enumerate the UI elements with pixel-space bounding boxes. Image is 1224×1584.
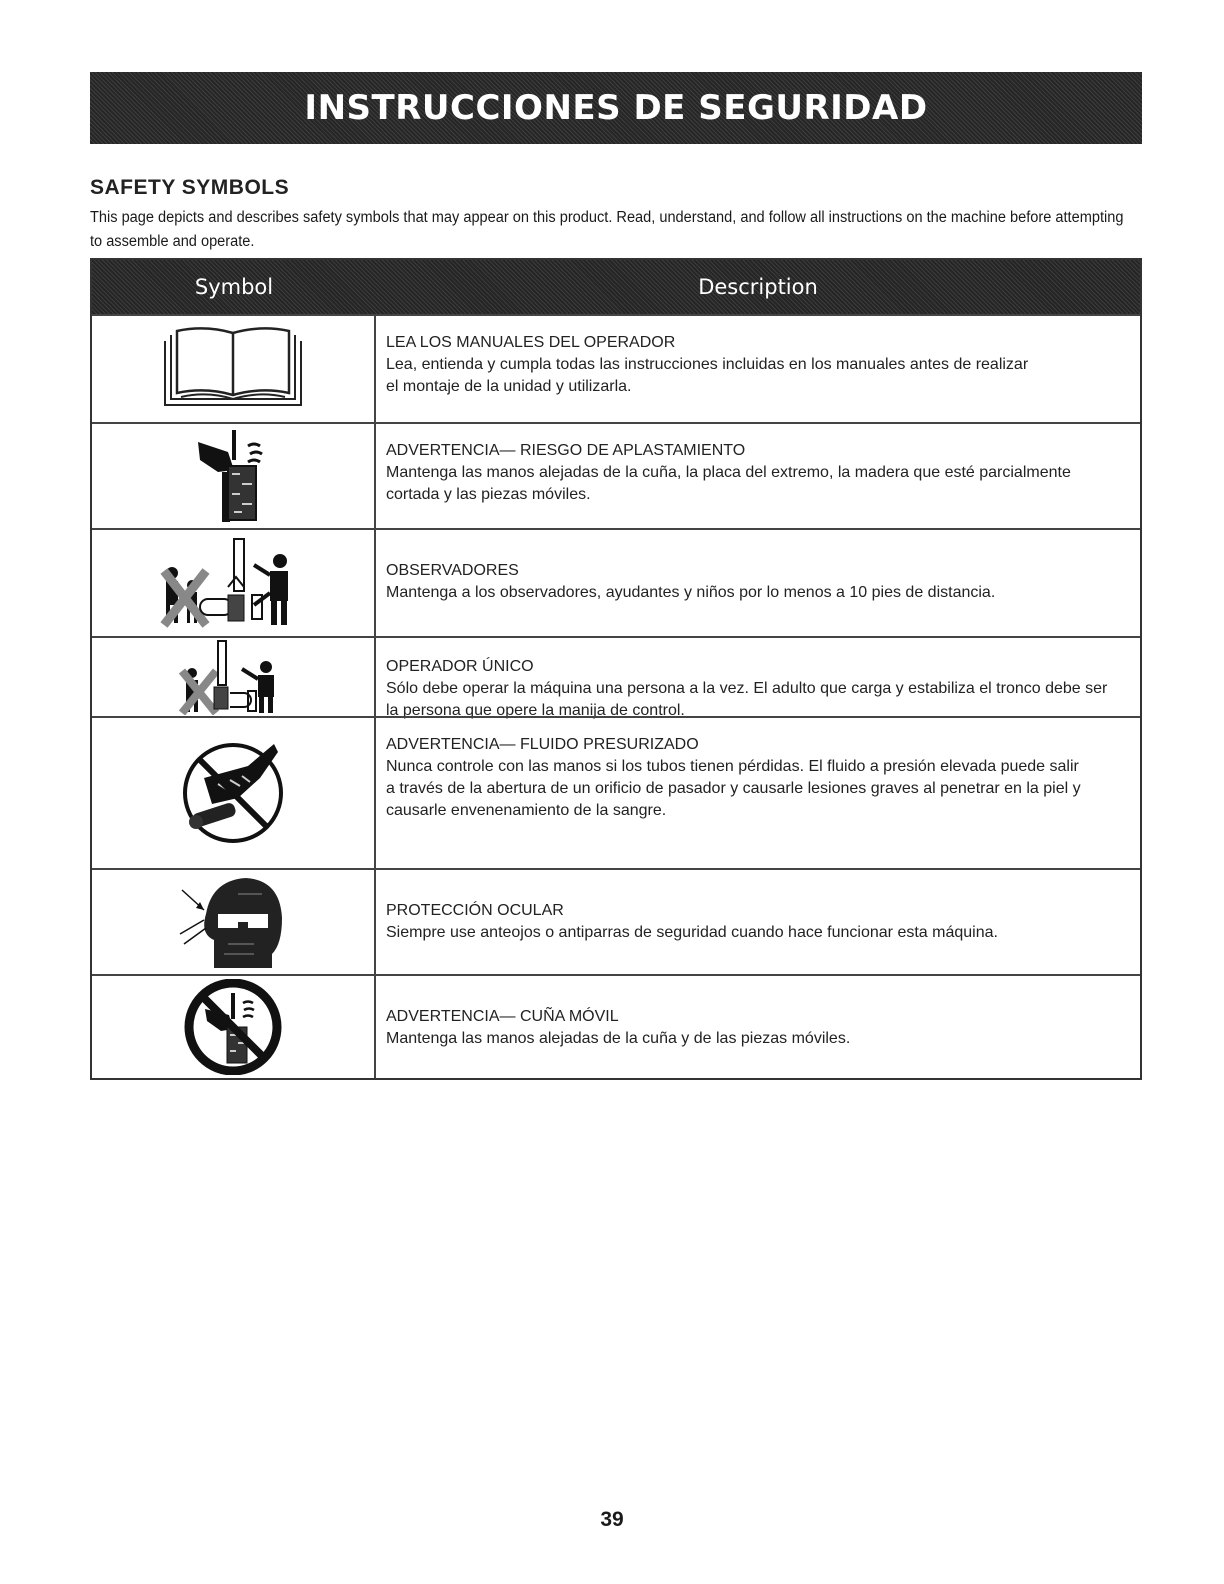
page-banner bbox=[90, 72, 1142, 144]
bystanders-icon bbox=[92, 530, 376, 636]
symbol-title: OBSERVADORES bbox=[386, 562, 519, 579]
header-description: Description bbox=[698, 275, 818, 299]
section-title: SAFETY SYMBOLS bbox=[90, 176, 290, 199]
symbol-description: Mantenga las manos alejadas de la cuña, la placa del extremo, la madera que esté parcialmente cortada y las piezas móviles. bbox=[386, 464, 1071, 503]
page-number: 39 bbox=[600, 1508, 624, 1531]
symbol-title: ADVERTENCIA— FLUIDO PRESURIZADO bbox=[386, 736, 699, 753]
table-row bbox=[92, 422, 1140, 528]
symbol-title: PROTECCIÓN OCULAR bbox=[386, 902, 564, 919]
safety-symbols-table bbox=[90, 258, 1142, 1080]
symbol-title: ADVERTENCIA— RIESGO DE APLASTAMIENTO bbox=[386, 442, 746, 459]
eye-protection-icon bbox=[92, 870, 376, 974]
table-row bbox=[92, 528, 1140, 636]
table-row bbox=[92, 636, 1140, 719]
intro-text: This page depicts and describes safety symbols that may appear on this product. Read, understand, and follow all instructions on the machine before attempting to assemble and operate. bbox=[90, 209, 1124, 250]
moving-wedge-icon bbox=[92, 976, 376, 1078]
header-symbol: Symbol bbox=[194, 275, 274, 299]
pressurized-fluid-icon bbox=[92, 718, 376, 868]
table-row bbox=[92, 974, 1140, 1078]
single-operator-icon bbox=[92, 638, 376, 716]
symbol-description: Mantenga las manos alejadas de la cuña y de las piezas móviles. bbox=[386, 1030, 851, 1047]
table-row bbox=[92, 868, 1140, 974]
banner-title: INSTRUCCIONES DE SEGURIDAD bbox=[304, 88, 928, 128]
symbol-description: Sólo debe operar la máquina una persona a la vez. El adulto que carga y estabiliza el tronco debe ser la persona que opere la manija de control. bbox=[386, 680, 1108, 719]
table-header bbox=[92, 260, 1140, 314]
symbol-title: ADVERTENCIA— CUÑA MÓVIL bbox=[386, 1008, 619, 1025]
symbol-description: Siempre use anteojos o antiparras de seguridad cuando hace funcionar esta máquina. bbox=[386, 924, 998, 941]
operator-manual-icon bbox=[92, 316, 376, 422]
table-row bbox=[92, 314, 1140, 422]
symbol-description: Nunca controle con las manos si los tubos tienen pérdidas. El fluido a presión elevada puede salir a través de la abertura de un orificio de pasador y causarle lesiones graves al penetrar en la piel y causarle envenenamiento de la sangre. bbox=[386, 758, 1081, 819]
crush-hazard-icon bbox=[92, 424, 376, 528]
symbol-title: LEA LOS MANUALES DEL OPERADOR bbox=[386, 334, 676, 351]
symbol-description: Mantenga a los observadores, ayudantes y niños por lo menos a 10 pies de distancia. bbox=[386, 584, 996, 601]
table-row bbox=[92, 716, 1140, 868]
symbol-title: OPERADOR ÚNICO bbox=[386, 658, 534, 675]
symbol-description: Lea, entienda y cumpla todas las instrucciones incluidas en los manuales antes de realizar el montaje de la unidad y utilizarla. bbox=[386, 356, 1029, 395]
